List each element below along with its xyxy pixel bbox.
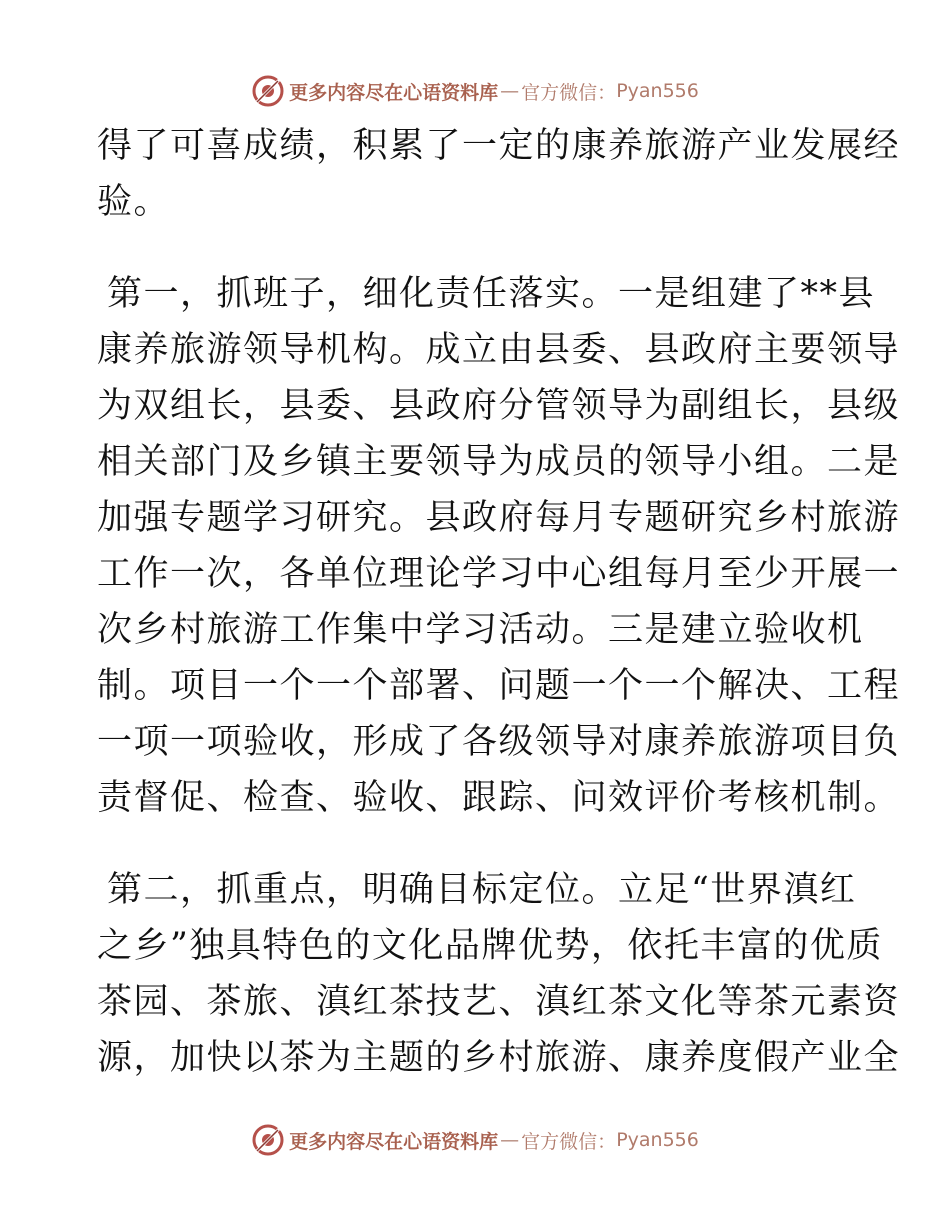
watermark-official-label: 官方微信：: [521, 1130, 617, 1153]
watermark-main-text: 更多内容尽在心语资料库: [289, 81, 499, 104]
watermark-main-text: 更多内容尽在心语资料库: [289, 1130, 499, 1153]
quill-logo-icon: [251, 1123, 285, 1157]
watermark-wechat-id: Pyan556: [616, 80, 699, 102]
text-line: 加强专题学习研究。县政府每月专题研究乡村旅游: [97, 498, 901, 538]
footer-watermark: [0, 1120, 950, 1160]
text-line: 责督促、检查、验收、跟踪、问效评价考核机制。: [97, 778, 901, 818]
text-line: 相关部门及乡镇主要领导为成员的领导小组。二是: [97, 442, 901, 482]
text-line: 第一，抓班子，细化责任落实。一是组建了**县: [107, 274, 876, 314]
text-line: 制。项目一个一个部署、问题一个一个解决、工程: [97, 666, 901, 706]
text-line: 康养旅游领导机构。成立由县委、县政府主要领导: [97, 330, 901, 370]
text-line: 一项一项验收，形成了各级领导对康养旅游项目负: [97, 722, 901, 762]
paragraph-continuation: [97, 118, 901, 230]
text-line: 工作一次，各单位理论学习中心组每月至少开展一: [97, 554, 901, 594]
watermark-separator: —: [500, 80, 520, 102]
watermark-wechat-id: Pyan556: [616, 1129, 699, 1151]
watermark-separator: —: [500, 1129, 520, 1151]
text-line: 之乡”独具特色的文化品牌优势，依托丰富的优质: [97, 926, 883, 966]
paragraph-first-point: [97, 266, 901, 826]
header-watermark: [0, 71, 950, 111]
paragraph-second-point: [97, 862, 901, 1086]
text-line: 为双组长，县委、县政府分管领导为副组长，县级: [97, 386, 901, 426]
text-line: 得了可喜成绩，积累了一定的康养旅游产业发展经: [97, 126, 901, 166]
quill-logo-icon: [251, 74, 285, 108]
text-line: 茶园、茶旅、滇红茶技艺、滇红茶文化等茶元素资: [97, 982, 901, 1022]
text-line: 源，加快以茶为主题的乡村旅游、康养度假产业全: [97, 1038, 901, 1078]
text-line: 第二，抓重点，明确目标定位。立足“世界滇红: [107, 870, 857, 910]
text-line: 验。: [97, 182, 171, 222]
watermark-official-label: 官方微信：: [521, 81, 617, 104]
text-line: 次乡村旅游工作集中学习活动。三是建立验收机: [97, 610, 864, 650]
document-body: [97, 118, 901, 1086]
